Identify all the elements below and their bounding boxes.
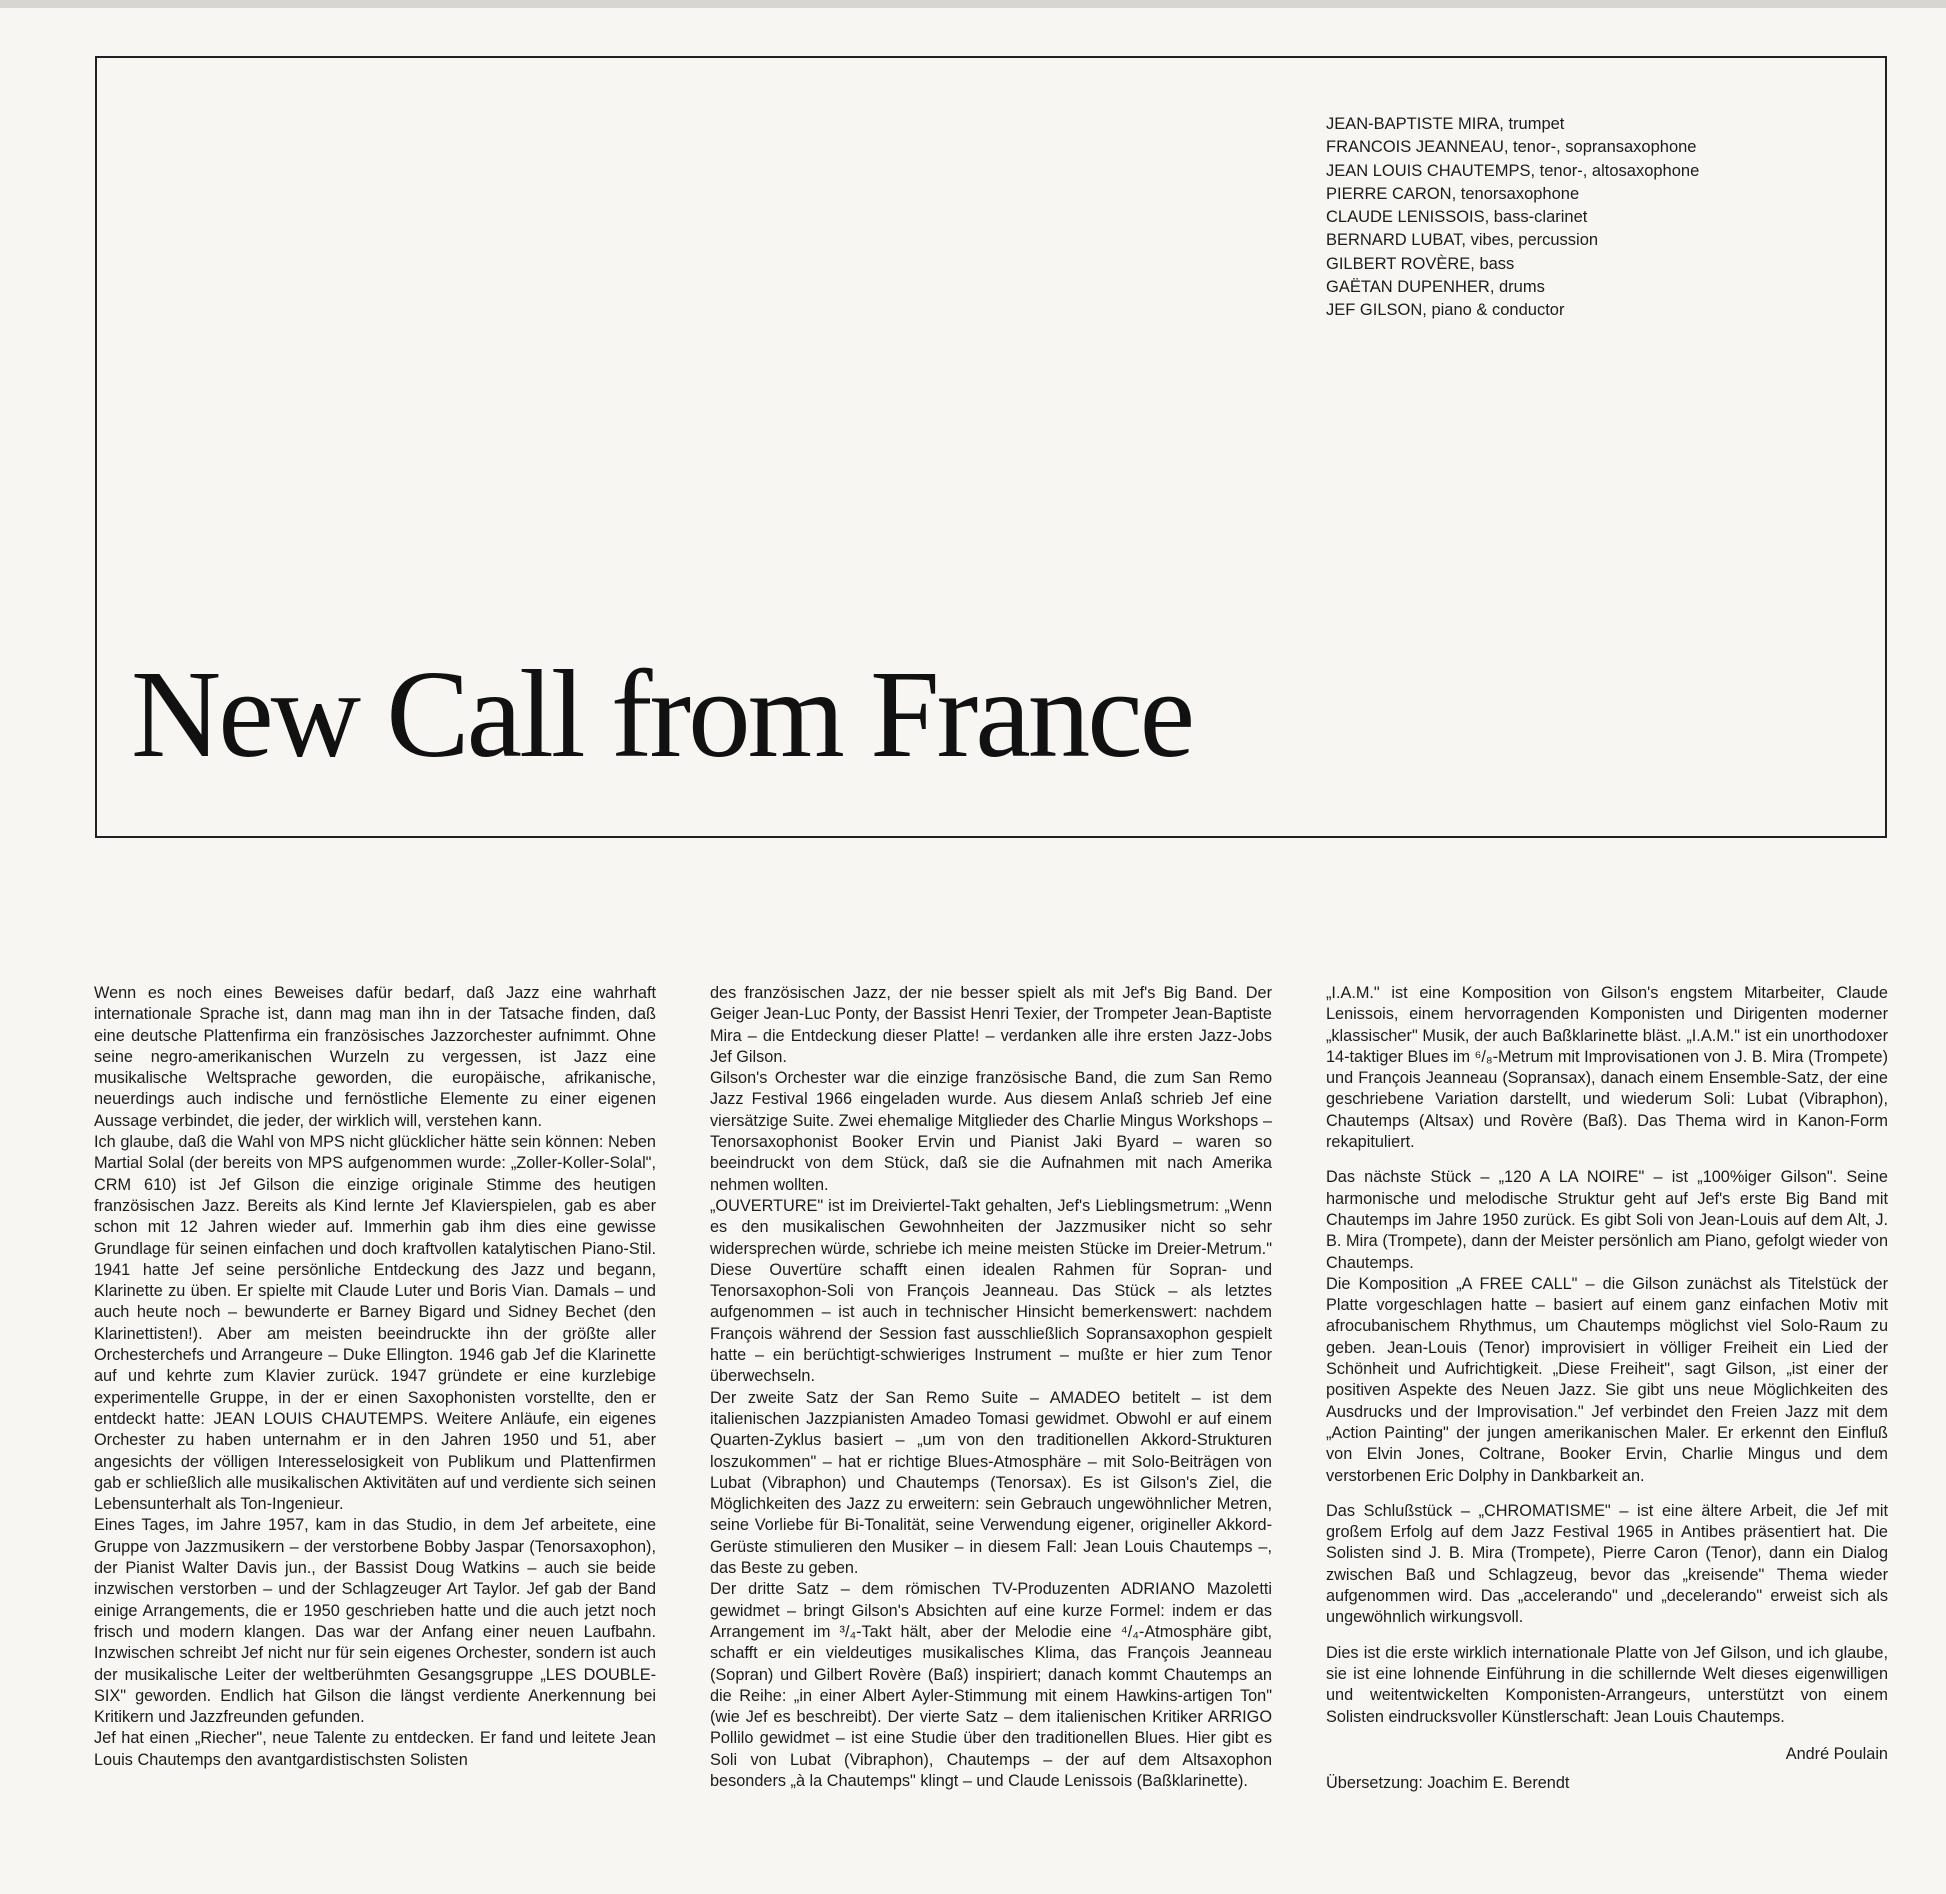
personnel-item: JEAN LOUIS CHAUTEMPS, tenor-, altosaxophone bbox=[1326, 161, 1700, 180]
paragraph: Dies ist die erste wirklich internationale Platte von Jef Gilson, und ich glaube, sie ist eine lohnende Einführung in die schillernde Welt dieses eigenwilligen und weitentwickelten Komponisten-Arrangeurs, unterstützt von einem Solisten eindrucksvoller Künstlerschaft: Jean Louis Chautemps. bbox=[1326, 1643, 1888, 1726]
personnel-item: GILBERT ROVÈRE, bass bbox=[1326, 254, 1515, 273]
personnel-item: FRANCOIS JEANNEAU, tenor-, sopransaxophone bbox=[1326, 138, 1697, 157]
paragraph: Jef hat einen „Riecher", neue Talente zu entdecken. Er fand und leitete Jean Louis Chautemps den avantgardistischsten Solisten bbox=[94, 1729, 656, 1769]
page-top-edge bbox=[0, 0, 1946, 8]
paragraph: „I.A.M." ist eine Komposition von Gilson's engstem Mitarbeiter, Claude Lenissois, einem hervorragenden Komponisten und Dirigenten moderner „klassischer" Musik, der auch Baßklarinette bläst. „I.A.M." ist ein unorthodoxer 14-taktiger Blues im ⁶/₈-Metrum mit Improvisationen von J. B. Mira (Trompete) und François Jeanneau (Sopransax), danach einem Ensemble-Satz, der eine geschriebene Variation darstellt, und wiederum Soli: Lubat (Vibraphon), Chautemps (Altsax) und Rovère (Baß). Das Thema wird in Kanon-Form rekapituliert. bbox=[1326, 984, 1888, 1152]
paragraph: Gilson's Orchester war die einzige französische Band, die zum San Remo Jazz Festival 1966 eingeladen wurde. Aus diesem Anlaß schrieb Jef eine viersätzige Suite. Zwei ehemalige Mitglieder des Charlie Mingus Workshops – Tenorsaxophonist Booker Ervin und Pianist Jaki Byard – waren so beeindruckt von dem Stück, daß sie die Aufnahmen mit nach Amerika nehmen wollten. bbox=[710, 1069, 1272, 1194]
personnel-item: JEF GILSON, piano & conductor bbox=[1326, 301, 1565, 320]
author-signature: André Poulain bbox=[1785, 1744, 1888, 1763]
paragraph: Eines Tages, im Jahre 1957, kam in das Studio, in dem Jef arbeitete, eine Gruppe von Jazzmusikern – der verstorbene Bobby Jaspar (Tenorsaxophon), der Pianist Walter Davis jun., der Bassist Doug Watkins – auch sie beide inzwischen verstorben – und der Schlagzeuger Art Taylor. Jef gab der Band einige Arrangements, die er 1950 geschrieben hatte und die auch jetzt noch frisch und modern klangen. Das war der Anfang einer neuen Laufbahn. Inzwischen schreibt Jef nicht nur für sein eigenes Orchester, sondern ist auch der musikalische Leiter der weltberühmten Gesangsgruppe „LES DOUBLE-SIX" geworden. Endlich hat Gilson die längst verdiente Anerkennung bei Kritikern und Jazzfreunden gefunden. bbox=[94, 1516, 656, 1727]
album-title: New Call from France bbox=[131, 646, 1193, 784]
paragraph: Wenn es noch eines Beweises dafür bedarf, daß Jazz eine wahrhaft internationale Sprache ist, dann mag man ihn in der Tatsache finden, daß eine deutsche Plattenfirma ein französisches Jazzorchester aufnimmt. Ohne seine negro-amerikanischen Wurzeln zu vergessen, ist Jazz eine musikalische Weltsprache geworden, die europäische, afrikanische, neuerdings auch indische und fernöstliche Elemente zu einer eigenen Aussage verbindet, die jeder, der wirklich will, verstehen kann. bbox=[94, 984, 656, 1130]
text-column-3 bbox=[1326, 983, 1888, 1794]
paragraph: des französischen Jazz, der nie besser spielt als mit Jef's Big Band. Der Geiger Jean-Luc Ponty, der Bassist Henri Texier, der Trompeter Jean-Baptiste Mira – die Entdeckung dieser Platte! – verdanken alle ihre ersten Jazz-Jobs Jef Gilson. bbox=[710, 984, 1272, 1066]
personnel-item: JEAN-BAPTISTE MIRA, trumpet bbox=[1326, 115, 1565, 133]
translation-credit: Übersetzung: Joachim E. Berendt bbox=[1326, 1774, 1570, 1793]
paragraph: Das nächste Stück – „120 A LA NOIRE" – ist „100%iger Gilson". Seine harmonische und melodische Struktur geht auf Jef's erste Big Band mit Chautemps im Jahre 1950 zurück. Es gibt Soli von Jean-Louis auf dem Alt, J. B. Mira (Trompete), dann der Meister persönlich am Piano, gefolgt wieder von Chautemps. bbox=[1326, 1168, 1888, 1272]
paragraph: „OUVERTURE" ist im Dreiviertel-Takt gehalten, Jef's Lieblingsmetrum: „Wenn es den musikalischen Gewohnheiten der Jazzmusiker nicht so sehr widersprechen würde, schriebe ich meine meisten Stücke im Dreier-Metrum." Diese Ouvertüre schafft einen idealen Rahmen für Sopran- und Tenorsaxophon-Soli von François Jeanneau. Das Stück – als letztes aufgenommen – ist auch in technischer Hinsicht bemerkenswert: nachdem François während der Session fast ausschließlich Sopransaxophon gespielt hatte – ein berüchtigt-schwieriges Instrument – mußte er hier zum Tenor überwechseln. bbox=[710, 1196, 1272, 1386]
personnel-item: GAËTAN DUPENHER, drums bbox=[1326, 278, 1545, 297]
personnel-item: BERNARD LUBAT, vibes, percussion bbox=[1326, 231, 1599, 250]
paragraph: Der dritte Satz – dem römischen TV-Produzenten ADRIANO Mazoletti gewidmet – bringt Gilson's Absichten auf eine kurze Formel: indem er das Arrangement im ³/₄-Takt hält, aber der Melodie eine ⁴/₄-Atmosphäre gibt, schafft er ein vieldeutiges musikalisches Klima, das François Jeanneau (Sopran) und Gilbert Rovère (Baß) inspiriert; danach kommt Chautemps an die Reihe: „in einer Albert Ayler-Stimmung mit einem Hawkins-artigen Ton" (wie Jef es beschreibt). Der vierte Satz – dem italienischen Kritiker ARRIGO Pollilo gewidmet – ist eine Studie über den traditionellen Blues. Hier gibt es Soli von Lubat (Vibraphon), Chautemps – der auf dem Altsaxophon besonders „à la Chautemps" klingt – und Claude Lenissois (Baßklarinette). bbox=[710, 1580, 1272, 1790]
text-column-1 bbox=[94, 983, 656, 1771]
paragraph: Das Schlußstück – „CHROMATISME" – ist eine ältere Arbeit, die Jef mit großem Erfolg auf dem Jazz Festival 1965 in Antibes präsentiert hat. Die Solisten sind J. B. Mira (Trompete), Pierre Caron (Tenor), dann ein Dialog zwischen Baß und Schlagzeug, bevor das „kreisende" Thema wieder aufgenommen wird. Das „accelerando" und „decelerando" erweist sich als ungewöhnlich wirkungsvoll. bbox=[1326, 1501, 1888, 1627]
paragraph: Ich glaube, daß die Wahl von MPS nicht glücklicher hätte sein können: Neben Martial Solal (der bereits von MPS aufgenommen wurde: „Zoller-Koller-Solal", CRM 610) ist Jef Gilson die einzige originale Stimme des heutigen französischen Jazz. Bereits als Kind lernte Jef Klavierspielen, gab es aber schon mit 12 Jahren wieder auf. Immerhin gab ihm dies eine gewisse Grundlage für seinen einfachen und doch kraftvollen katalytischen Piano-Stil. 1941 hatte Jef seine persönliche Entdeckung des Jazz und begann, Klarinette zu üben. Er spielte mit Claude Luter und Boris Vian. Damals – und auch heute noch – bewunderte er Barney Bigard und Sidney Bechet (den Klarinettisten!). Aber am meisten beeindruckte ihn der größte aller Orchesterchefs und Arrangeure – Duke Ellington. 1946 gab Jef die Klarinette auf und kehrte zum Klavier zurück. 1947 gründete er eine kurzlebige experimentelle Gruppe, in der er einen Saxophonisten vorstellte, den er entdeckt hatte: JEAN LOUIS CHAUTEMPS. Weitere Anläufe, ein eigenes Orchester zu haben unternahm er in den Jahren 1950 und 51, aber angesichts der völligen Interesselosigkeit von Publikum und Plattenfirmen gab er schließlich alle musikalischen Aktivitäten auf und verdiente sich seinen Lebensunterhalt als Ton-Ingenieur. bbox=[94, 1133, 656, 1514]
text-column-2 bbox=[710, 983, 1272, 1792]
paragraph: Der zweite Satz der San Remo Suite – AMADEO betitelt – ist dem italienischen Jazzpianisten Amadeo Tomasi gewidmet. Obwohl er auf einem Quarten-Zyklus basiert – „um von den traditionellen Akkord-Strukturen loszukommen" – hat er richtige Blues-Atmosphäre – mit Solo-Beiträgen von Lubat (Vibraphon) und Chautemps (Tenorsax). Es ist Gilson's Ziel, die Möglichkeiten des Jazz zu erweitern: sein Gebrauch ungewöhnlicher Metren, seine Vorliebe für Bi-Tonalität, seine Verwendung eigener, origineller Akkord-Gerüste stimulieren den Musiker – in diesem Fall: Jean Louis Chautemps –, das Beste zu geben. bbox=[710, 1388, 1272, 1578]
personnel-item: CLAUDE LENISSOIS, bass-clarinet bbox=[1326, 208, 1588, 227]
personnel-item: PIERRE CARON, tenorsaxophone bbox=[1326, 184, 1580, 203]
personnel-list bbox=[1326, 113, 1699, 323]
paragraph: Die Komposition „A FREE CALL" – die Gilson zunächst als Titelstück der Platte vorgeschlagen hatte – basiert auf einem ganz einfachen Motiv mit afrocubanischem Rhythmus, um Chautemps möglichst viel Solo-Raum zu geben. Jean-Louis (Tenor) improvisiert in völliger Freiheit ein Lied der Schönheit und Aufrichtigkeit. „Diese Freiheit", sagt Gilson, „ist einer der positiven Aspekte des Neuen Jazz. Sie gibt uns neue Möglichkeiten des Ausdrucks und der Improvisation." Jef verbindet den Freien Jazz mit dem „Action Painting" der jungen amerikanischen Maler. Er erkennt den Einfluß von Elvin Jones, Coltrane, Booker Ervin, Charlie Mingus und dem verstorbenen Eric Dolphy in Dankbarkeit an. bbox=[1326, 1274, 1888, 1485]
